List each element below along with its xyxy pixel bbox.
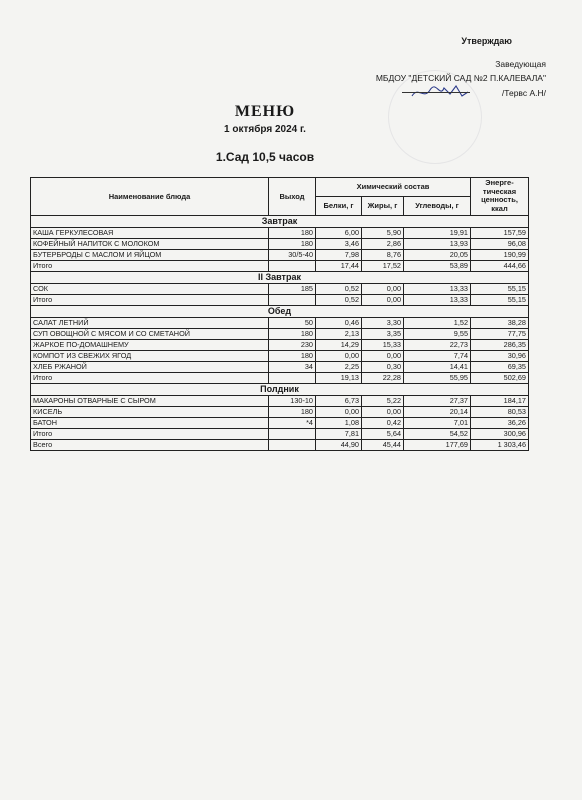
dish-fat: 0,00 <box>362 350 404 361</box>
dish-protein: 2,25 <box>316 361 362 372</box>
table-row <box>31 350 529 361</box>
dish-protein: 6,00 <box>316 227 362 238</box>
dish-carb: 19,91 <box>404 227 471 238</box>
approver-position: Заведующая <box>495 59 546 69</box>
total-carb: 13,33 <box>404 294 471 305</box>
approval-label: Утверждаю <box>461 36 512 46</box>
col-header-carb: Углеводы, г <box>404 196 471 215</box>
total-energy: 55,15 <box>471 294 529 305</box>
dish-yield: 180 <box>269 328 316 339</box>
total-row <box>31 260 529 271</box>
table-row <box>31 249 529 260</box>
total-row <box>31 294 529 305</box>
signature-line <box>402 92 470 93</box>
dish-fat: 2,86 <box>362 238 404 249</box>
col-header-yield: Выход <box>269 178 316 216</box>
grand-total-row <box>31 439 529 450</box>
dish-protein: 1,08 <box>316 417 362 428</box>
dish-name: ЖАРКОЕ ПО-ДОМАШНЕМУ <box>31 339 269 350</box>
dish-name: КОМПОТ ИЗ СВЕЖИХ ЯГОД <box>31 350 269 361</box>
dish-carb: 13,93 <box>404 238 471 249</box>
dish-carb: 22,73 <box>404 339 471 350</box>
grand-total-fat: 45,44 <box>362 439 404 450</box>
dish-energy: 190,99 <box>471 249 529 260</box>
total-label: Итого <box>31 294 269 305</box>
dish-protein: 2,13 <box>316 328 362 339</box>
dish-fat: 3,30 <box>362 317 404 328</box>
dish-protein: 14,29 <box>316 339 362 350</box>
dish-energy: 77,75 <box>471 328 529 339</box>
section-title: Полдник <box>31 383 529 395</box>
dish-carb: 1,52 <box>404 317 471 328</box>
total-protein: 7,81 <box>316 428 362 439</box>
total-energy: 444,66 <box>471 260 529 271</box>
table-row <box>31 238 529 249</box>
total-fat: 5,64 <box>362 428 404 439</box>
dish-energy: 184,17 <box>471 395 529 406</box>
menu-date: 1 октября 2024 г. <box>224 124 306 135</box>
grand-total-protein: 44,90 <box>316 439 362 450</box>
dish-yield: 34 <box>269 361 316 372</box>
total-protein: 17,44 <box>316 260 362 271</box>
total-yield <box>269 372 316 383</box>
section-row <box>31 215 529 227</box>
section-title: Обед <box>31 305 529 317</box>
total-protein: 19,13 <box>316 372 362 383</box>
grand-total-yield <box>269 439 316 450</box>
dish-energy: 157,59 <box>471 227 529 238</box>
dish-protein: 7,98 <box>316 249 362 260</box>
signer-name: /Тервс А.Н/ <box>501 88 546 98</box>
grand-total-carb: 177,69 <box>404 439 471 450</box>
dish-protein: 0,00 <box>316 350 362 361</box>
col-header-name: Наименование блюда <box>31 178 269 216</box>
dish-protein: 6,73 <box>316 395 362 406</box>
total-carb: 54,52 <box>404 428 471 439</box>
dish-name: КИСЕЛЬ <box>31 406 269 417</box>
section-row <box>31 305 529 317</box>
dish-energy: 96,08 <box>471 238 529 249</box>
dish-name: КОФЕЙНЫЙ НАПИТОК С МОЛОКОМ <box>31 238 269 249</box>
dish-yield: 180 <box>269 227 316 238</box>
section-title: Завтрак <box>31 215 529 227</box>
dish-fat: 8,76 <box>362 249 404 260</box>
dish-energy: 69,35 <box>471 361 529 372</box>
dish-yield: 30/5-40 <box>269 249 316 260</box>
col-header-chem: Химический состав <box>316 178 471 197</box>
dish-name: ХЛЕБ РЖАНОЙ <box>31 361 269 372</box>
dish-energy: 55,15 <box>471 283 529 294</box>
dish-energy: 36,26 <box>471 417 529 428</box>
total-yield <box>269 260 316 271</box>
dish-name: СОК <box>31 283 269 294</box>
dish-carb: 20,05 <box>404 249 471 260</box>
dish-fat: 0,00 <box>362 406 404 417</box>
dish-carb: 20,14 <box>404 406 471 417</box>
table-row <box>31 406 529 417</box>
dish-fat: 0,00 <box>362 283 404 294</box>
menu-table-body <box>31 215 529 450</box>
section-row <box>31 383 529 395</box>
total-label: Итого <box>31 372 269 383</box>
organization-name: МБДОУ "ДЕТСКИЙ САД №2 П.КАЛЕВАЛА" <box>375 73 546 83</box>
dish-yield: 180 <box>269 350 316 361</box>
table-row <box>31 283 529 294</box>
table-row <box>31 339 529 350</box>
total-label: Итого <box>31 260 269 271</box>
table-row <box>31 395 529 406</box>
total-yield <box>269 428 316 439</box>
dish-yield: 130-10 <box>269 395 316 406</box>
section-title: II Завтрак <box>31 271 529 283</box>
dish-carb: 9,55 <box>404 328 471 339</box>
dish-protein: 0,00 <box>316 406 362 417</box>
dish-name: КАША ГЕРКУЛЕСОВАЯ <box>31 227 269 238</box>
total-fat: 22,28 <box>362 372 404 383</box>
table-row <box>31 361 529 372</box>
dish-fat: 5,90 <box>362 227 404 238</box>
dish-carb: 14,41 <box>404 361 471 372</box>
dish-energy: 286,35 <box>471 339 529 350</box>
dish-yield: 180 <box>269 238 316 249</box>
dish-fat: 3,35 <box>362 328 404 339</box>
dish-name: БАТОН <box>31 417 269 428</box>
total-row <box>31 428 529 439</box>
total-yield <box>269 294 316 305</box>
dish-name: БУТЕРБРОДЫ С МАСЛОМ И ЯЙЦОМ <box>31 249 269 260</box>
total-carb: 53,89 <box>404 260 471 271</box>
total-label: Итого <box>31 428 269 439</box>
dish-yield: *4 <box>269 417 316 428</box>
grand-total-label: Всего <box>31 439 269 450</box>
dish-protein: 0,46 <box>316 317 362 328</box>
section-row <box>31 271 529 283</box>
dish-yield: 50 <box>269 317 316 328</box>
group-title: 1.Сад 10,5 часов <box>215 150 315 164</box>
dish-fat: 0,30 <box>362 361 404 372</box>
page-title: МЕНЮ <box>234 103 296 120</box>
total-fat: 0,00 <box>362 294 404 305</box>
dish-name: МАКАРОНЫ ОТВАРНЫЕ С СЫРОМ <box>31 395 269 406</box>
total-energy: 502,69 <box>471 372 529 383</box>
dish-energy: 38,28 <box>471 317 529 328</box>
dish-energy: 80,53 <box>471 406 529 417</box>
total-row <box>31 372 529 383</box>
grand-total-energy: 1 303,46 <box>471 439 529 450</box>
table-row <box>31 328 529 339</box>
col-header-protein: Белки, г <box>316 196 362 215</box>
dish-yield: 180 <box>269 406 316 417</box>
menu-table <box>30 177 529 451</box>
total-fat: 17,52 <box>362 260 404 271</box>
dish-energy: 30,96 <box>471 350 529 361</box>
dish-yield: 230 <box>269 339 316 350</box>
dish-name: СУП ОВОЩНОЙ С МЯСОМ И СО СМЕТАНОЙ <box>31 328 269 339</box>
dish-carb: 7,74 <box>404 350 471 361</box>
dish-carb: 7,01 <box>404 417 471 428</box>
dish-fat: 0,42 <box>362 417 404 428</box>
col-header-fat: Жиры, г <box>362 196 404 215</box>
table-row <box>31 417 529 428</box>
dish-yield: 185 <box>269 283 316 294</box>
dish-name: САЛАТ ЛЕТНИЙ <box>31 317 269 328</box>
table-row <box>31 317 529 328</box>
dish-fat: 15,33 <box>362 339 404 350</box>
dish-carb: 27,37 <box>404 395 471 406</box>
dish-carb: 13,33 <box>404 283 471 294</box>
dish-protein: 3,46 <box>316 238 362 249</box>
total-energy: 300,96 <box>471 428 529 439</box>
table-row <box>31 227 529 238</box>
total-protein: 0,52 <box>316 294 362 305</box>
dish-fat: 5,22 <box>362 395 404 406</box>
total-carb: 55,95 <box>404 372 471 383</box>
dish-protein: 0,52 <box>316 283 362 294</box>
col-header-energy: Энерге-тическая ценность, ккал <box>471 178 529 216</box>
